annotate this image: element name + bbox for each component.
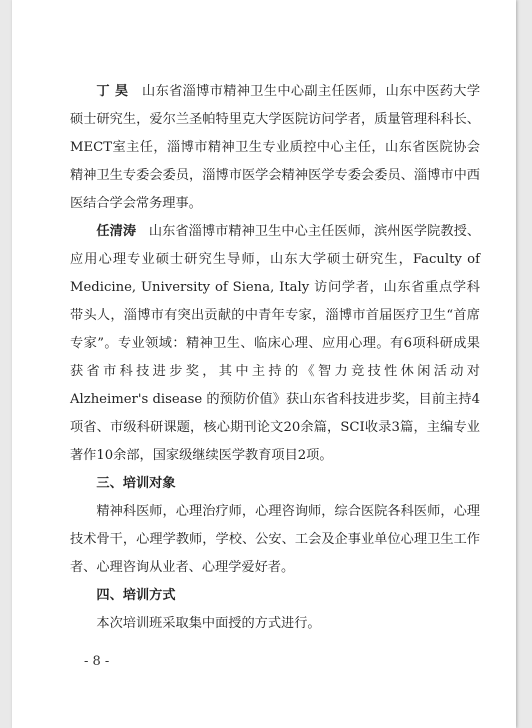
section-heading-training-audience: 三、培训对象 (96, 476, 176, 491)
document-page (12, 0, 516, 728)
bio-paragraph-ding-hao (70, 78, 480, 218)
section-text-training-method: 本次培训班采取集中面授的方式进行。 (96, 616, 321, 631)
bio-paragraph-ren-qingtao (70, 218, 480, 470)
section-heading-training-method: 四、培训方式 (96, 588, 176, 603)
page-content (70, 78, 480, 638)
page-number: - 8 - (84, 654, 110, 669)
bio-text: 山东省淄博市精神卫生中心副主任医师，山东中医药大学硕士研究生，爱尔兰圣帕特里克大学医院访问学者，质量管理科科长、MECT室主任，淄博市精神卫生专业质控中心主任，山东省医院协会精神卫生专委会委员，淄博市医学会精神医学专委会委员、淄博市中西医结合学会常务理事。 (70, 84, 481, 211)
bio-text: 山东省淄博市精神卫生中心主任医师，滨州医学院教授、应用心理专业硕士研究生导师，山东大学硕士研究生，Faculty of Medicine, University of Siena, Italy 访问学者，山东省重点学科带头人，淄博市有突出贡献的中青年专家，淄博市首届医疗卫生“首席专家”。专业领域：精神卫生、临床心理、应用心理。有6项科研成果获省市科技进步奖，其中主持的《智力竞技性休闲活动对 Alzheimer's disease 的预防价值》获山东省科技进步奖，目前主持4项省、市级科研课题，核心期刊论文20余篇，SCI收录3篇，主编专业著作10余部，国家级继续医学教育项目2项。 (70, 224, 481, 463)
bio-name: 任清涛 (96, 224, 137, 239)
section-text-training-audience: 精神科医师，心理治疗师，心理咨询师，综合医院各科医师，心理技术骨干，心理学教师，学校、公安、工会及企事业单位心理卫生工作者、心理咨询从业者、心理学爱好者。 (70, 504, 480, 575)
bio-name: 丁 昊 (96, 84, 129, 99)
